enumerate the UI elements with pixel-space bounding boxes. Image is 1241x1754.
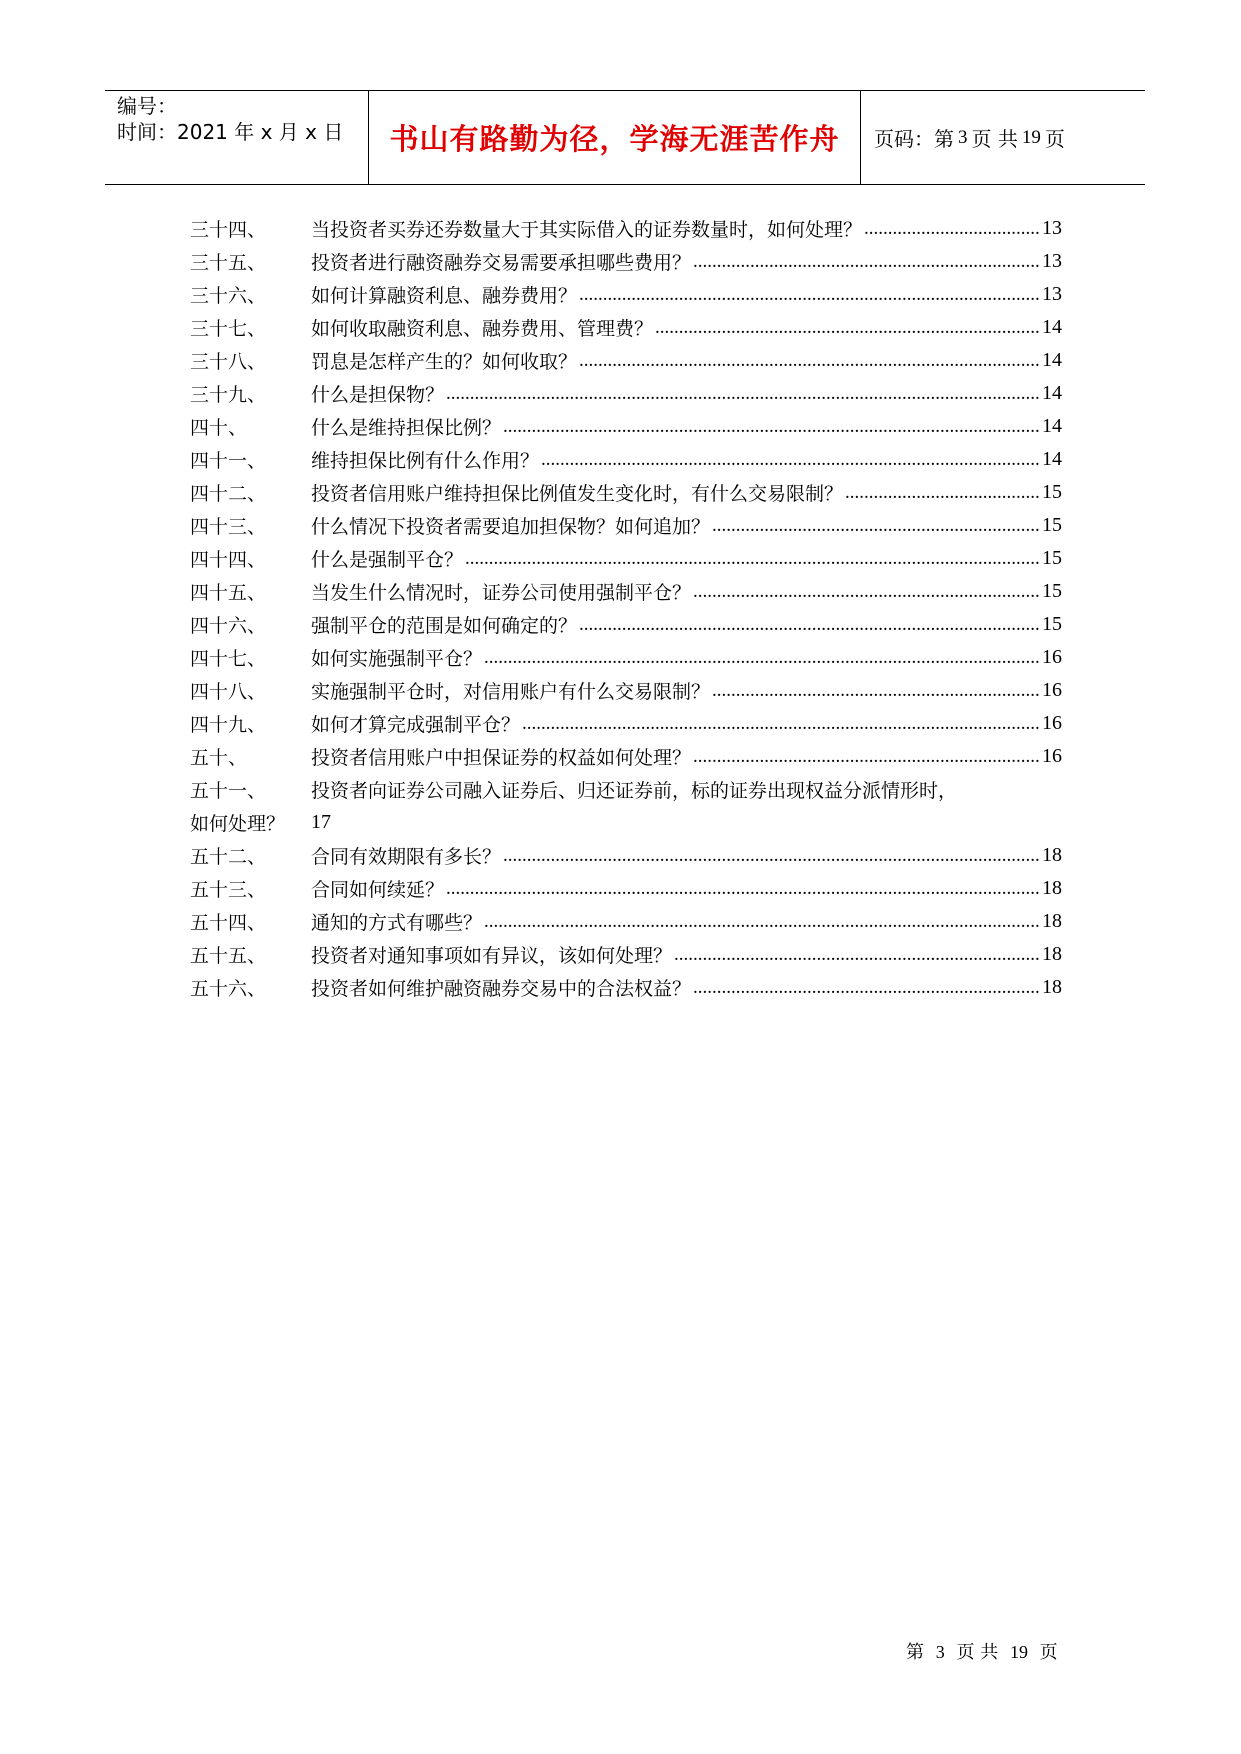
toc-entry-title: 强制平仓的范围是如何确定的？ [311, 615, 578, 637]
toc-leader-dots [712, 680, 1040, 702]
toc-entry[interactable] [190, 674, 1062, 707]
toc-leader-dots [541, 449, 1040, 471]
document-time-label: 时间：2021 年 x 月 x 日 [117, 120, 344, 144]
toc-entry-number: 四十、 [190, 417, 248, 439]
toc-entry[interactable] [190, 707, 1062, 740]
toc-entry-title-continuation: 如何处理？ [190, 813, 286, 835]
footer-suffix: 页 [1039, 1642, 1058, 1663]
toc-entry[interactable] [190, 278, 1062, 311]
toc-leader-dots [446, 383, 1040, 405]
toc-entry-title: 如何计算融资利息、融券费用？ [311, 285, 578, 307]
toc-entry-title: 合同有效期限有多长？ [311, 846, 502, 868]
toc-entry-number: 四十九、 [190, 714, 267, 736]
toc-entry[interactable] [190, 641, 1062, 674]
toc-entry-page: 13 [1042, 250, 1062, 272]
document-number-label: 编号： [117, 94, 177, 118]
toc-leader-dots [579, 284, 1040, 306]
toc-entry-title: 当发生什么情况时，证券公司使用强制平仓？ [311, 582, 692, 604]
toc-entry-title: 什么是维持担保比例？ [311, 417, 502, 439]
toc-entry-page: 15 [1042, 514, 1062, 536]
toc-entry-number: 四十八、 [190, 681, 267, 703]
toc-entry-number: 四十三、 [190, 516, 267, 538]
toc-leader-dots [465, 548, 1040, 570]
toc-entry-page: 14 [1042, 349, 1062, 371]
toc-entry-title: 投资者信用账户中担保证券的权益如何处理？ [311, 747, 692, 769]
toc-entry-title: 投资者如何维护融资融券交易中的合法权益？ [311, 978, 692, 1000]
toc-entry-page: 18 [1042, 844, 1062, 866]
toc-entry-number: 五十二、 [190, 846, 267, 868]
toc-entry[interactable] [190, 212, 1062, 245]
toc-leader-dots [693, 746, 1040, 768]
toc-leader-dots [522, 713, 1040, 735]
toc-entry-page: 14 [1042, 316, 1062, 338]
toc-entry[interactable] [190, 377, 1062, 410]
toc-entry-title: 合同如何续延？ [311, 879, 445, 901]
page-header [105, 90, 1145, 185]
header-info [105, 91, 369, 184]
toc-entry-number: 三十八、 [190, 351, 267, 373]
toc-leader-dots [655, 317, 1040, 339]
toc-leader-dots [693, 251, 1040, 273]
toc-entry-number: 四十六、 [190, 615, 267, 637]
toc-entry-number: 三十七、 [190, 318, 267, 340]
toc-leader-dots [446, 878, 1040, 900]
header-page-suffix: 页 [1044, 127, 1065, 151]
toc-entry-page: 13 [1042, 283, 1062, 305]
toc-leader-dots [693, 977, 1040, 999]
toc-list [190, 212, 1062, 773]
toc-entry[interactable] [190, 872, 1062, 905]
toc-entry-title: 如何实施强制平仓？ [311, 648, 483, 670]
footer-page-total: 19 [1009, 1642, 1028, 1662]
toc-entry-page: 15 [1042, 547, 1062, 569]
toc-entry-title: 实施强制平仓时，对信用账户有什么交易限制？ [311, 681, 711, 703]
toc-entry[interactable] [190, 542, 1062, 575]
toc-entry[interactable] [190, 938, 1062, 971]
toc-entry-title: 投资者对通知事项如有异议，该如何处理？ [311, 945, 673, 967]
header-page-info [861, 91, 1145, 184]
toc-entry[interactable] [190, 476, 1062, 509]
toc-entry-title: 投资者向证券公司融入证券后、归还证券前，标的证券出现权益分派情形时， [311, 780, 958, 802]
toc-entry-page: 18 [1042, 943, 1062, 965]
toc-entry-title: 维持担保比例有什么作用？ [311, 450, 540, 472]
footer-middle: 页 共 [956, 1642, 999, 1663]
toc-entry-number: 四十七、 [190, 648, 267, 670]
toc-entry[interactable] [190, 608, 1062, 641]
header-page-total: 19 [1021, 126, 1041, 148]
toc-leader-dots [712, 515, 1040, 537]
toc-entry-number: 三十五、 [190, 252, 267, 274]
toc-entry-title: 如何收取融资利息、融券费用、管理费？ [311, 318, 654, 340]
toc-entry[interactable] [190, 509, 1062, 542]
toc-entry-title: 通知的方式有哪些？ [311, 912, 483, 934]
toc-entry-number: 五十五、 [190, 945, 267, 967]
toc-leader-dots [503, 845, 1040, 867]
toc-entry-number: 五十六、 [190, 978, 267, 1000]
toc-leader-dots [864, 218, 1040, 240]
table-of-contents [190, 212, 1062, 1004]
toc-entry[interactable] [190, 839, 1062, 872]
toc-leader-dots [503, 416, 1040, 438]
toc-entry[interactable] [190, 344, 1062, 377]
toc-entry-number: 五十一、 [190, 780, 267, 802]
toc-entry-number: 三十六、 [190, 285, 267, 307]
toc-list [190, 839, 1062, 1004]
toc-entry[interactable] [190, 410, 1062, 443]
toc-entry-page: 14 [1042, 415, 1062, 437]
toc-entry-number: 四十一、 [190, 450, 267, 472]
toc-entry-page: 15 [1042, 481, 1062, 503]
toc-entry-number: 三十九、 [190, 384, 267, 406]
toc-entry-number: 五十三、 [190, 879, 267, 901]
toc-entry[interactable] [190, 443, 1062, 476]
toc-entry-page: 17 [311, 811, 331, 833]
toc-entry-title: 什么是担保物？ [311, 384, 445, 406]
footer-prefix: 第 [906, 1642, 924, 1663]
toc-entry-page: 13 [1042, 217, 1062, 239]
toc-entry-page: 16 [1042, 646, 1062, 668]
toc-entry-page: 15 [1042, 613, 1062, 635]
toc-leader-dots [484, 911, 1040, 933]
toc-leader-dots [579, 614, 1040, 636]
toc-entry-page: 15 [1042, 580, 1062, 602]
toc-entry-page: 18 [1042, 910, 1062, 932]
toc-entry-number: 五十、 [190, 747, 248, 769]
toc-entry-page: 16 [1042, 712, 1062, 734]
toc-entry[interactable] [190, 575, 1062, 608]
toc-entry-number: 四十五、 [190, 582, 267, 604]
toc-entry-page: 18 [1042, 877, 1062, 899]
toc-entry-title: 投资者进行融资融券交易需要承担哪些费用？ [311, 252, 692, 274]
toc-entry-title: 什么是强制平仓？ [311, 549, 464, 571]
toc-entry[interactable] [190, 740, 1062, 773]
page-footer [906, 1638, 1058, 1664]
toc-entry[interactable] [190, 245, 1062, 278]
header-motto: 书山有路勤为径，学海无涯苦作舟 [369, 91, 861, 184]
toc-entry-number: 四十四、 [190, 549, 267, 571]
header-page-current: 3 [958, 126, 968, 148]
toc-entry-page: 14 [1042, 382, 1062, 404]
toc-leader-dots [579, 350, 1040, 372]
toc-entry-page: 16 [1042, 679, 1062, 701]
header-page-middle: 页 共 [971, 127, 1018, 151]
toc-entry-title: 当投资者买券还券数量大于其实际借入的证券数量时，如何处理？ [311, 219, 863, 241]
toc-entry-page: 18 [1042, 976, 1062, 998]
toc-leader-dots [845, 482, 1040, 504]
toc-leader-dots [484, 647, 1040, 669]
toc-entry-number: 四十二、 [190, 483, 267, 505]
footer-page-current: 3 [935, 1642, 945, 1662]
header-page-prefix: 页码：第 [874, 127, 954, 151]
toc-entry-page: 16 [1042, 745, 1062, 767]
toc-entry-wrapped[interactable] [190, 773, 1062, 839]
toc-leader-dots [674, 944, 1040, 966]
toc-entry-title: 如何才算完成强制平仓？ [311, 714, 521, 736]
toc-entry-title: 罚息是怎样产生的？如何收取？ [311, 351, 578, 373]
toc-entry-title: 什么情况下投资者需要追加担保物？如何追加？ [311, 516, 711, 538]
toc-entry-title: 投资者信用账户维持担保比例值发生变化时，有什么交易限制？ [311, 483, 844, 505]
toc-entry[interactable] [190, 311, 1062, 344]
toc-entry-number: 三十四、 [190, 219, 267, 241]
toc-entry-page: 14 [1042, 448, 1062, 470]
toc-leader-dots [693, 581, 1040, 603]
toc-entry-number: 五十四、 [190, 912, 267, 934]
toc-entry[interactable] [190, 971, 1062, 1004]
toc-entry[interactable] [190, 905, 1062, 938]
